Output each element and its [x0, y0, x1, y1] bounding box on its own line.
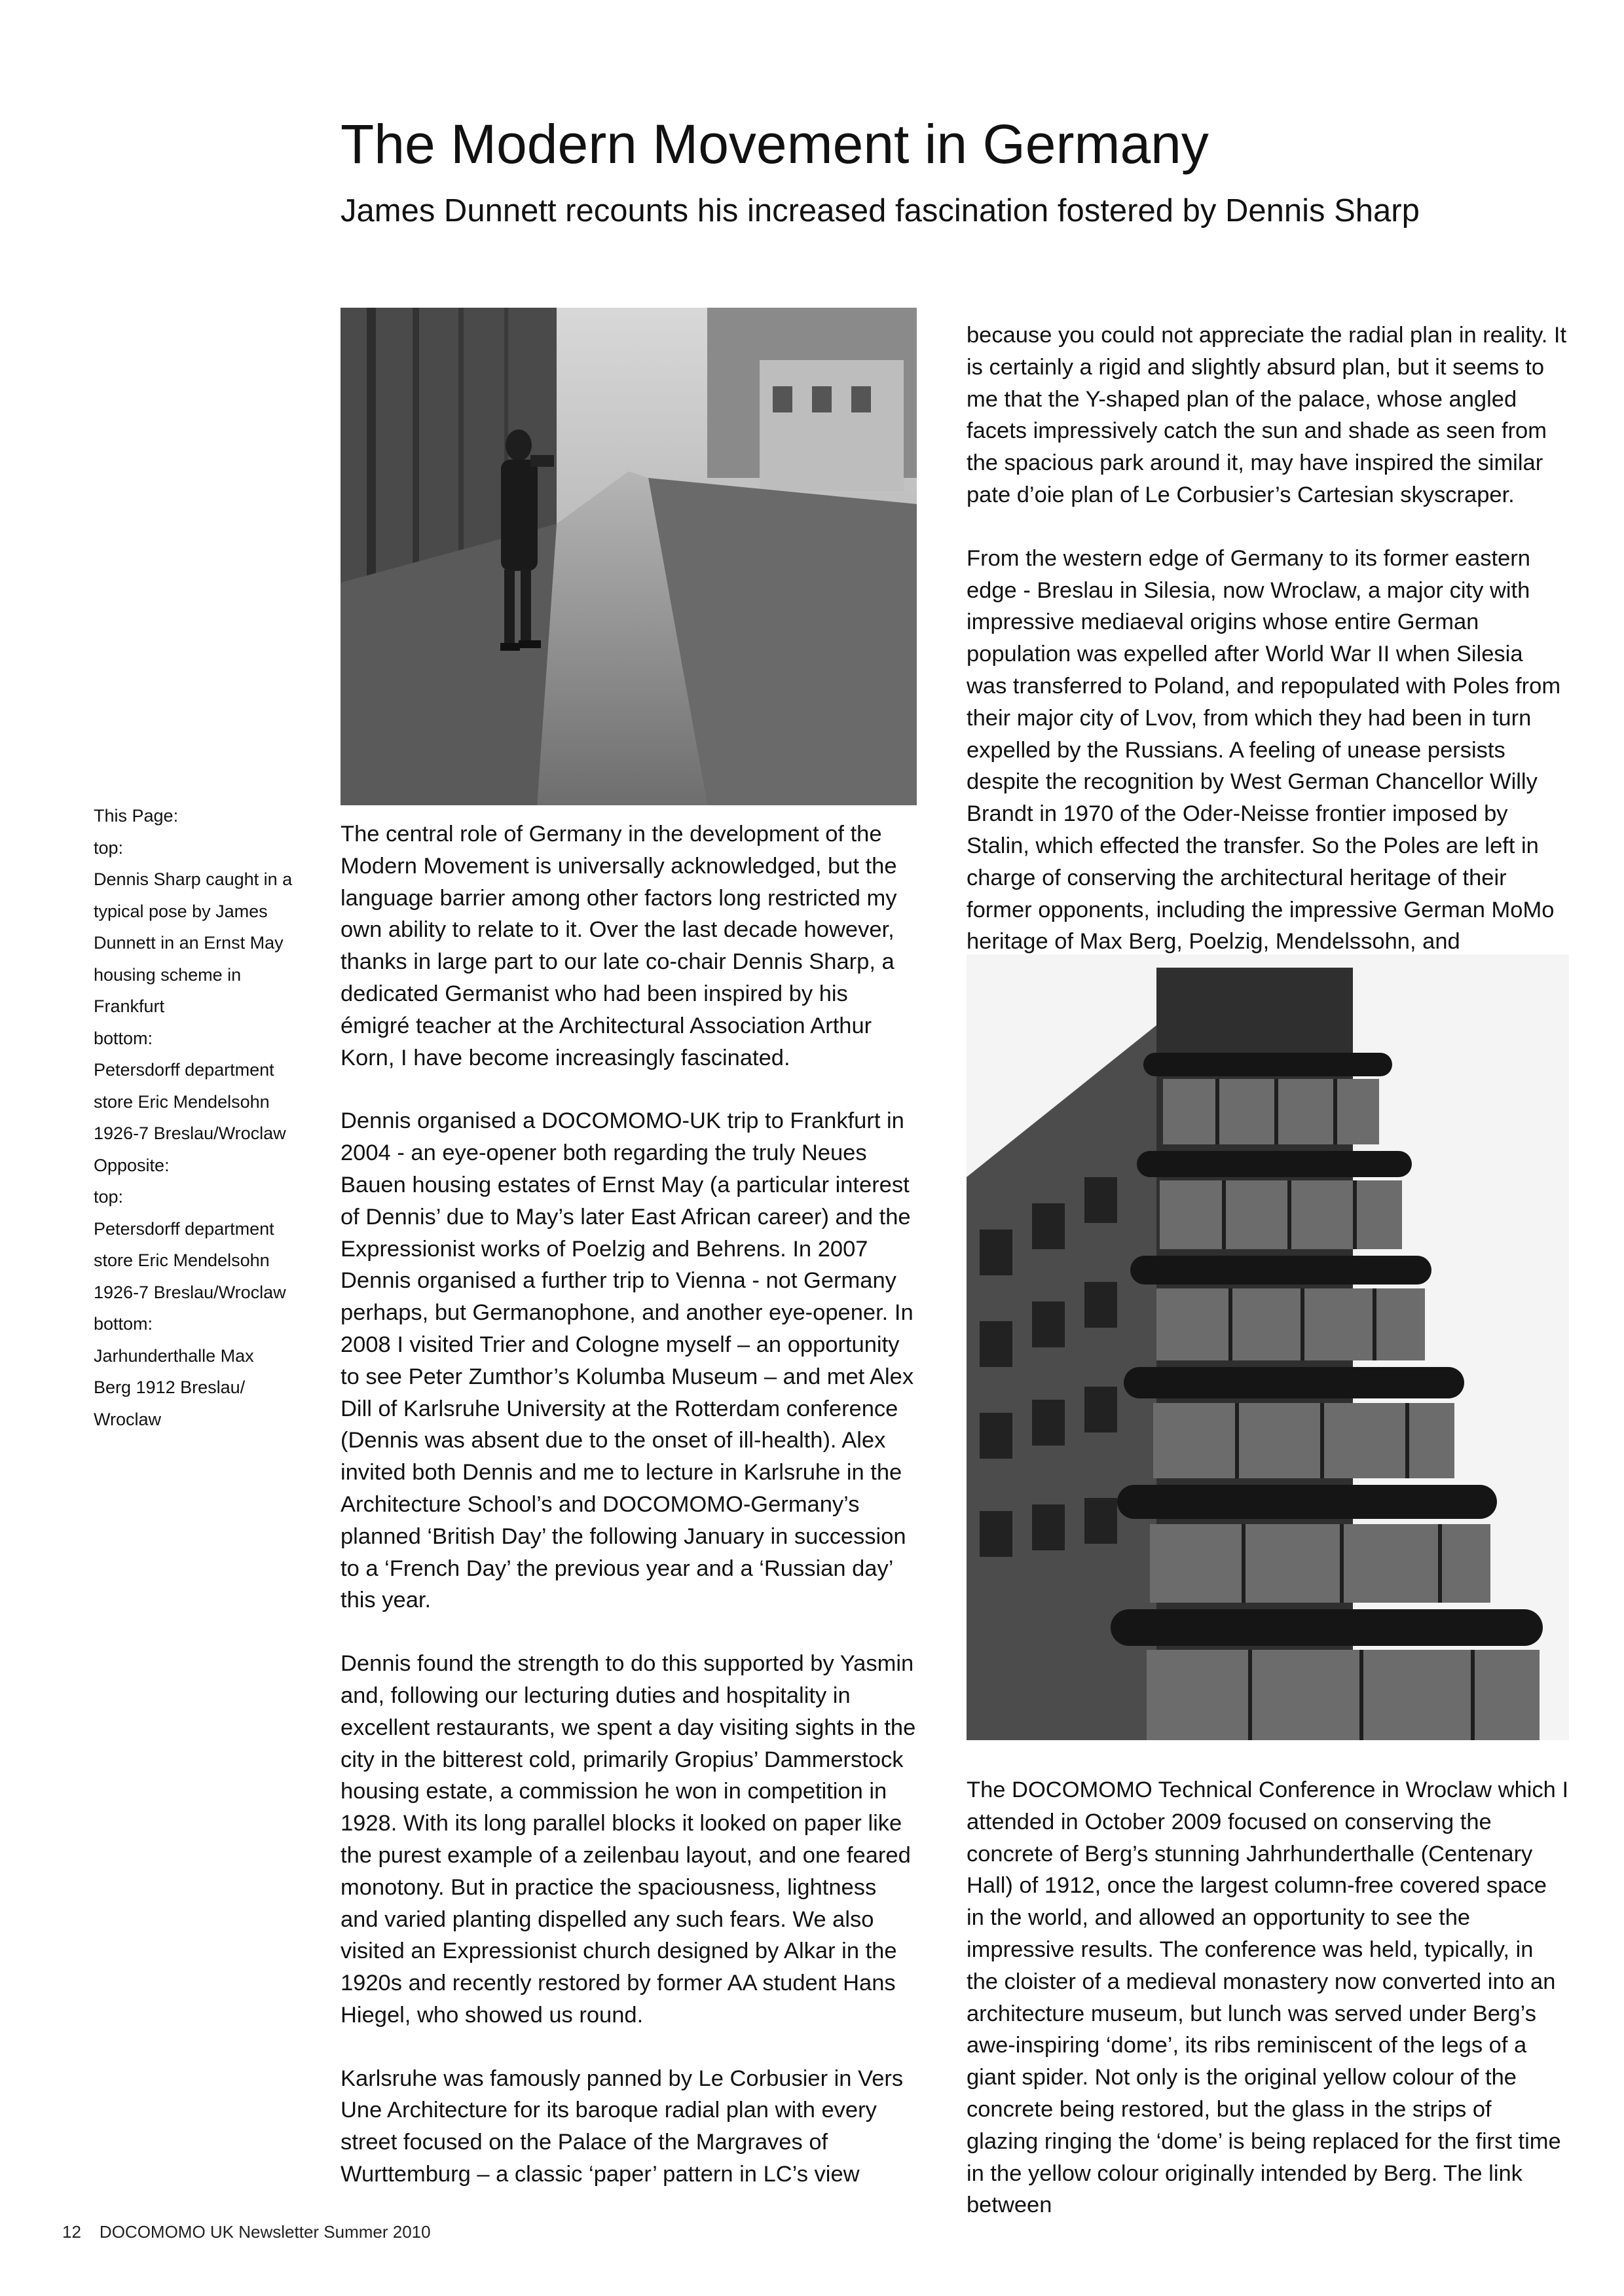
- caption-line: This Page:: [94, 806, 179, 826]
- photo-petersdorff-store-image: [967, 955, 1569, 1740]
- page-footer: [62, 2221, 431, 2242]
- caption-line: typical pose by James: [94, 901, 268, 921]
- page-number: 12: [62, 2222, 81, 2242]
- caption-line: Petersdorff department: [94, 1060, 274, 1080]
- paragraph: Dennis organised a DOCOMOMO-UK trip to Frankfurt in 2004 - an eye-opener both regarding the truly Neues Bauen housing estates of Ernst May (a particular interest of Dennis’ due to May’s later East African career) and the Expressionist works of Poelzig and Behrens. In 2007 Dennis organised a further trip to Vienna - not Germany perhaps, but Germanophone, and another eye-opener. In 2008 I visited Trier and Cologne myself – an opportunity to see Peter Zumthor’s Kolumba Museum – and met Alex Dill of Karlsruhe University at the Rotterdam conference (Dennis was absent due to the onset of ill-health). Alex invited both Dennis and me to lecture in Karlsruhe in the Architecture School’s and DOCOMOMO-Germany’s planned ‘British Day’ the following January in succession to a ‘French Day’ the previous year and a ‘Russian day’ this year.: [341, 1108, 914, 1613]
- caption-line: store Eric Mendelsohn: [94, 1250, 270, 1270]
- caption-line: bottom:: [94, 1028, 153, 1048]
- paragraph: Dennis found the strength to do this supported by Yasmin and, following our lecturing duties and hospitality in excellent restaurants, we spent a day visiting sights in the city in the bitterest cold, primarily Gropius’ Dammerstock housing estate, a commission he won in competition in 1928. With its long parallel blocks it looked on paper like the purest example of a zeilenbau layout, and one feared monotony. But in practice the spaciousness, lightness and varied planting dispelled any such fears. We also visited an Expressionist church designed by Alkar in the 1920s and recently restored by former AA student Hans Hiegel, who showed us round.: [341, 1651, 916, 2028]
- article-body-middle-column: [341, 818, 917, 2222]
- caption-line: Opposite:: [94, 1155, 170, 1175]
- caption-line: Frankfurt: [94, 996, 165, 1016]
- article-subtitle: James Dunnett recounts his increased fascination fostered by Dennis Sharp: [341, 193, 1420, 228]
- caption-line: Berg 1912 Breslau/: [94, 1377, 246, 1397]
- paragraph: The central role of Germany in the development of the Modern Movement is universally acknowledged, but the language barrier among other factors long restricted my own ability to relate to it. Over the last decade however, thanks in large part to our late co-chair Dennis Sharp, a dedicated Germanist who had been inspired by his émigré teacher at the Architectural Association Arthur Korn, I have become increasingly fascinated.: [341, 822, 897, 1070]
- paragraph: Karlsruhe was famously panned by Le Corbusier in Vers Une Architecture for its baroque radial plan with every street focused on the Palace of the Margraves of Wurttemburg – a classic ‘paper’ pattern in LC’s view: [341, 2066, 904, 2187]
- paragraph: The DOCOMOMO Technical Conference in Wroclaw which I attended in October 2009 focused on conserving the concrete of Berg’s stunning Jahrhunderthalle (Centenary Hall) of 1912, once the largest column-free covered space in the world, and allowed an opportunity to see the impressive results. The conference was held, typically, in the cloister of a medieval monastery now converted into an architecture museum, but lunch was served under Berg’s awe-inspiring ‘dome’, its ribs reminiscent of the legs of a giant spider. Not only is the original yellow colour of the concrete being restored, but the glass in the strips of glazing ringing the ‘dome’ is being replaced for the first time in the yellow colour originally intended by Berg. The link between: [967, 1777, 1569, 2218]
- article-body-right-column-bottom: [967, 1774, 1569, 2253]
- paragraph: From the western edge of Germany to its former eastern edge - Breslau in Silesia, now Wroclaw, a major city with impressive mediaeval origins whose entire German population was expelled after World War II when Silesia was transferred to Poland, and repopulated with Poles from their major city of Lvov, from which they had been in turn expelled by the Russians. A feeling of unease persists despite the recognition by West German Chancellor Willy Brandt in 1970 of the Oder-Neisse frontier imposed by Stalin, which effected the transfer. So the Poles are left in charge of conserving the architectural heritage of their former opponents, including the impressive German MoMo heritage of Max Berg, Poelzig, Mendelssohn, and: [967, 545, 1561, 955]
- caption-line: top:: [94, 837, 124, 858]
- photo-captions: [94, 800, 310, 1435]
- caption-line: Dennis Sharp caught in a: [94, 869, 293, 889]
- caption-line: Petersdorff department: [94, 1218, 274, 1239]
- caption-line: top:: [94, 1187, 124, 1207]
- article-title: The Modern Movement in Germany: [341, 113, 1209, 175]
- photo-frankfurt-housing-path-image: [341, 308, 917, 805]
- caption-line: 1926-7 Breslau/Wroclaw: [94, 1123, 286, 1143]
- photo-frankfurt-housing-path: [341, 308, 917, 805]
- caption-line: Jarhunderthalle Max: [94, 1345, 254, 1366]
- caption-line: Dunnett in an Ernst May: [94, 933, 284, 953]
- publication-name: DOCOMOMO UK Newsletter Summer 2010: [99, 2222, 431, 2242]
- caption-line: 1926-7 Breslau/Wroclaw: [94, 1282, 286, 1302]
- caption-line: bottom:: [94, 1314, 153, 1334]
- article-body-right-column-top: [967, 319, 1569, 1021]
- caption-line: housing scheme in: [94, 964, 242, 985]
- photo-petersdorff-store: [967, 955, 1569, 1740]
- paragraph: because you could not appreciate the radial plan in reality. It is certainly a rigid and slightly absurd plan, but it seems to me that the Y-shaped plan of the palace, whose angled facets impressively catch the sun and shade as seen from the spacious park around it, may have inspired the similar pate d’oie plan of Le Corbusier’s Cartesian skyscraper.: [967, 323, 1567, 507]
- caption-line: store Eric Mendelsohn: [94, 1091, 270, 1112]
- caption-line: Wroclaw: [94, 1409, 162, 1429]
